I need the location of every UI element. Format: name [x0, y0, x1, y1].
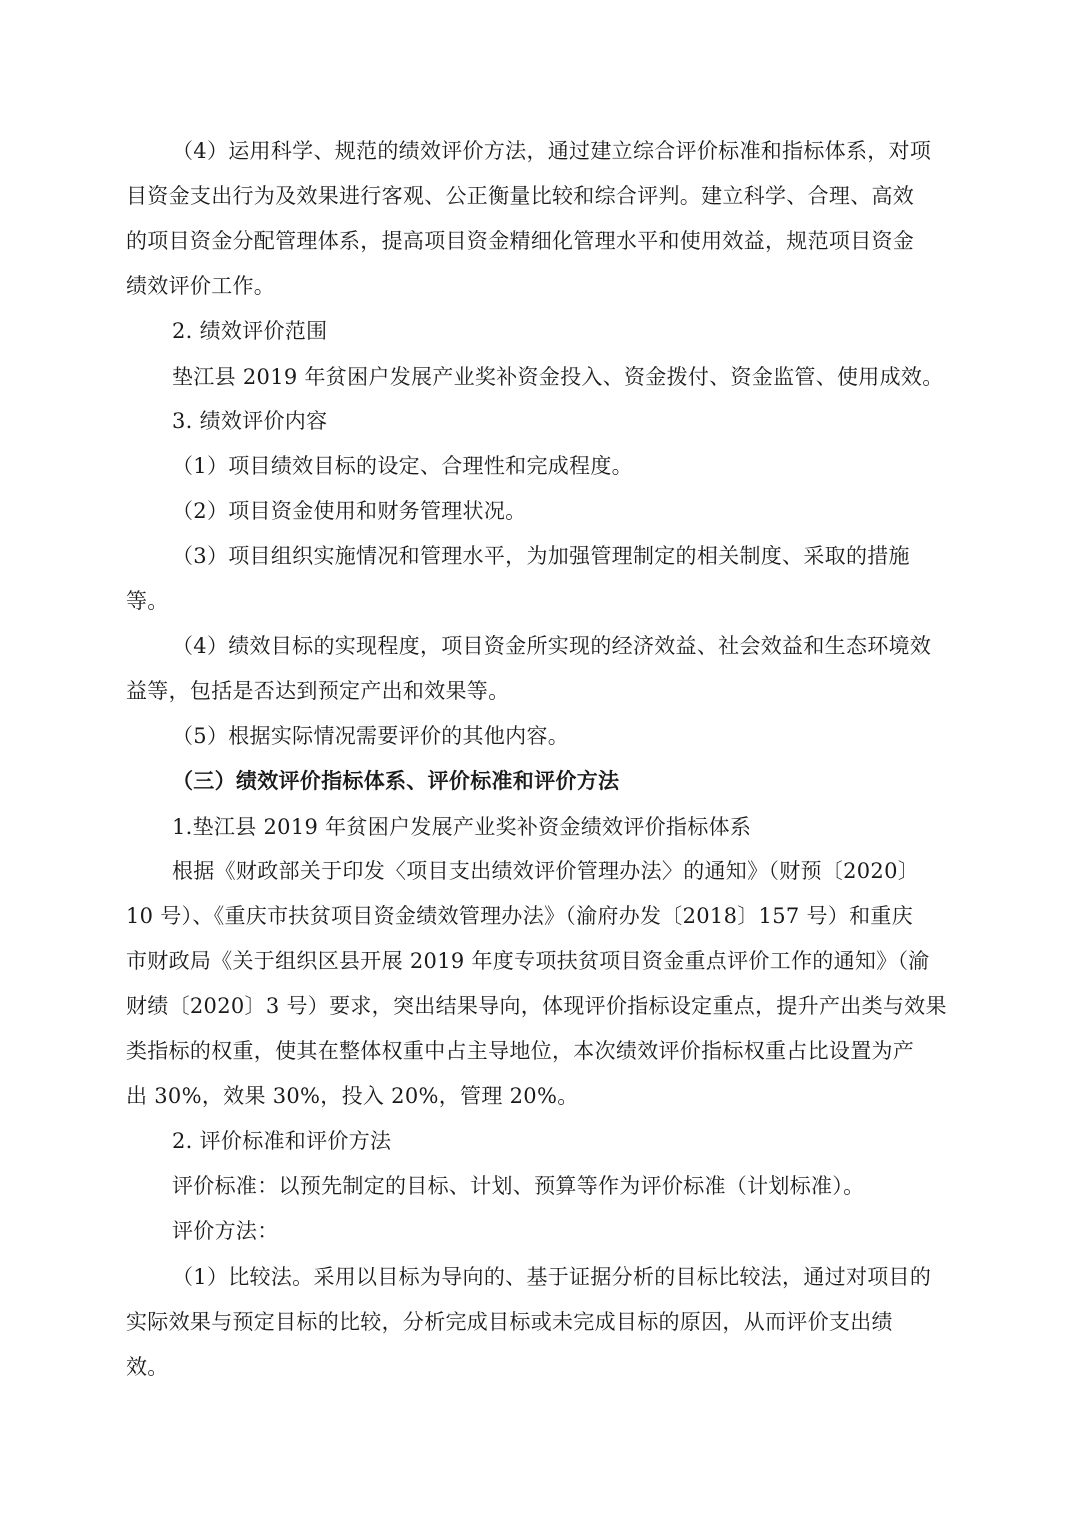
- list-item-continuation: 效。: [126, 1355, 169, 1379]
- paragraph-line: 10 号）、《重庆市扶贫项目资金绩效管理办法》（渝府办发〔2018〕157 号）和重庆: [126, 904, 913, 928]
- paragraph-line: 市财政局《关于组织区县开展 2019 年度专项扶贫项目资金重点评价工作的通知》（渝: [126, 949, 930, 973]
- paragraph-line: 目资金支出行为及效果进行客观、公正衡量比较和综合评判。建立科学、合理、高效: [126, 184, 915, 208]
- list-item-continuation: 实际效果与预定目标的比较，分析完成目标或未完成目标的原因，从而评价支出绩: [126, 1310, 893, 1334]
- paragraph-line: 根据《财政部关于印发〈项目支出绩效评价管理办法〉的通知》（财预〔2020〕: [172, 859, 920, 883]
- section-heading: 2. 绩效评价范围: [172, 319, 328, 343]
- paragraph-line: 的项目资金分配管理体系，提高项目资金精细化管理水平和使用效益，规范项目资金: [126, 229, 915, 253]
- list-item: （4）绩效目标的实现程度，项目资金所实现的经济效益、社会效益和生态环境效: [172, 634, 932, 658]
- list-item: （2）项目资金使用和财务管理状况。: [172, 499, 527, 523]
- paragraph-line: 类指标的权重，使其在整体权重中占主导地位，本次绩效评价指标权重占比设置为产: [126, 1039, 915, 1063]
- list-item: （1）项目绩效目标的设定、合理性和完成程度。: [172, 454, 633, 478]
- list-item: （5）根据实际情况需要评价的其他内容。: [172, 724, 570, 748]
- paragraph-line: 垫江县 2019 年贫困户发展产业奖补资金投入、资金拨付、资金监管、使用成效。: [172, 365, 944, 389]
- section-heading: 1.垫江县 2019 年贫困户发展产业奖补资金绩效评价指标体系: [172, 815, 752, 839]
- list-item-continuation: 等。: [126, 589, 169, 613]
- section-heading: 2. 评价标准和评价方法: [172, 1129, 392, 1153]
- paragraph-line: 评价标准：以预先制定的目标、计划、预算等作为评价标准（计划标准）。: [172, 1174, 865, 1198]
- paragraph-line: 出 30%，效果 30%，投入 20%，管理 20%。: [126, 1084, 579, 1108]
- list-item-continuation: 益等，包括是否达到预定产出和效果等。: [126, 679, 510, 703]
- paragraph-line: 财绩〔2020〕3 号）要求，突出结果导向，体现评价指标设定重点，提升产出类与效果: [126, 994, 947, 1018]
- paragraph-line: 评价方法：: [172, 1219, 279, 1243]
- list-item: （1）比较法。采用以目标为导向的、基于证据分析的目标比较法，通过对项目的: [172, 1265, 932, 1289]
- paragraph-line: （4）运用科学、规范的绩效评价方法，通过建立综合评价标准和指标体系，对项: [172, 139, 932, 163]
- list-item: （3）项目组织实施情况和管理水平，为加强管理制定的相关制度、采取的措施: [172, 544, 910, 568]
- paragraph-line: 绩效评价工作。: [126, 274, 276, 298]
- section-heading: 3. 绩效评价内容: [172, 409, 328, 433]
- section-heading-bold: （三）绩效评价指标体系、评价标准和评价方法: [172, 769, 620, 793]
